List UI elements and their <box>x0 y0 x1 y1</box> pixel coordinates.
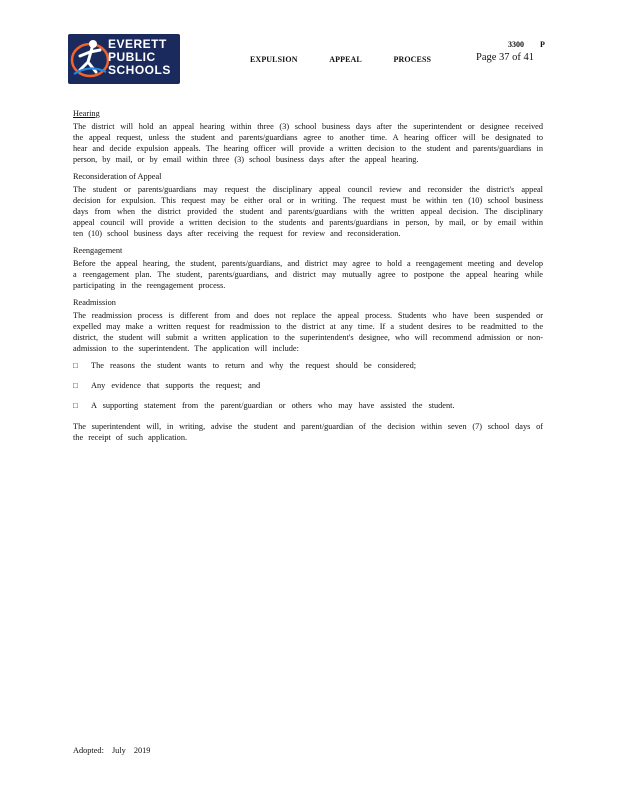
reengagement-paragraph: Before the appeal hearing, the student, parents/guardians, and district may agree to hold a reengagement meeting and develop a reengagement plan. The student, parents/guardians, and district may mutually agree to postpone the appeal hearing while participating in the reengagement process. <box>73 259 543 290</box>
reconsideration-paragraph: The student or parents/guardians may request the disciplinary appeal council review and reconsider the district's appeal decision for expulsion. This request may be either oral or in writing. The request must be within ten (10) school business days from when the district provided the student and parents/guardians with the written appeal decision. The disciplinary appeal council will provide a written decision to the students and parents/guardians in person, by mail, or by email within ten (10) school business days after receiving the request for review and reconsideration. <box>73 185 543 238</box>
logo-line: EVERETT <box>108 37 167 51</box>
policy-code: 3300 P <box>508 40 545 49</box>
list-item <box>73 400 543 411</box>
page-number: Page 37 of 41 <box>476 52 535 63</box>
section-heading-hearing: Hearing <box>73 109 100 118</box>
logo-wordmark <box>108 38 171 77</box>
list-item <box>73 360 543 371</box>
hearing-paragraph: The district will hold an appeal hearing within three (3) school business days after the superintendent or designee received the appeal request, unless the student and parents/guardians agree to another time. A hearing officer will be designated to hear and decide expulsion appeals. The hearing officer will provide a written decision to the student and parents/guardians in person, by mail, or by email within three (3) school business days after the appeal hearing. <box>73 122 543 164</box>
everett-public-schools-logo <box>68 34 180 84</box>
bullet-icon: □ <box>73 361 78 370</box>
bullet-icon: □ <box>73 401 78 410</box>
bullet-icon: □ <box>73 381 78 390</box>
readmission-paragraph: The readmission process is different from and does not replace the appeal process. Students who have been suspended or expelled may make a written request for readmission to the district at any time. If a student desires to be readmitted to the district, the student will submit a written application to the superintendent's designee, who will recommend admission or non-admission to the superintendent. The application will include: <box>73 311 543 353</box>
logo-line: SCHOOLS <box>108 63 171 77</box>
logo-line: PUBLIC <box>108 50 156 64</box>
list-item-text: The reasons the student wants to return and why the request should be considered; <box>91 361 417 370</box>
closing-paragraph: The superintendent will, in writing, advise the student and parent/guardian of the decision within seven (7) school days of the receipt of such application. <box>73 422 543 442</box>
document-body <box>73 108 543 449</box>
section-heading-reconsideration: Reconsideration of Appeal <box>73 172 162 181</box>
list-item-text: A supporting statement from the parent/guardian or others who may have assisted the student. <box>91 401 455 410</box>
section-heading-reengagement: Reengagement <box>73 246 123 255</box>
page-title: EXPULSION APPEAL PROCESS <box>250 55 432 64</box>
section-heading-readmission: Readmission <box>73 298 116 307</box>
list-item <box>73 380 543 391</box>
adopted-date: Adopted: July 2019 <box>73 746 151 755</box>
list-item-text: Any evidence that supports the request; and <box>91 381 261 390</box>
application-requirements-list <box>73 360 543 411</box>
